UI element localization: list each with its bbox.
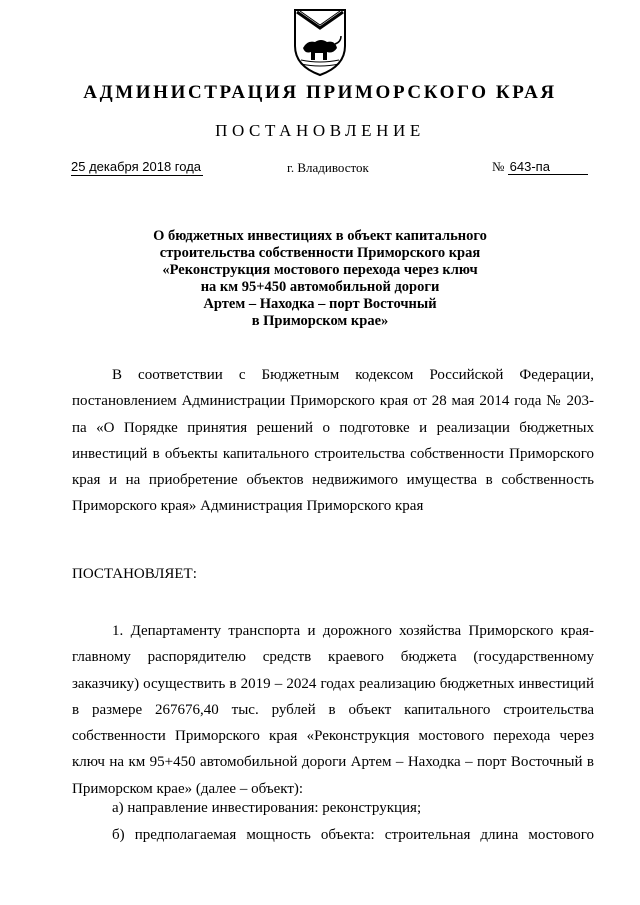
clause-1b-word: б) [112, 827, 125, 843]
document-number [492, 159, 588, 175]
clause-1b-word: мощность [246, 827, 311, 843]
clause-1b-word: объекта: [320, 827, 375, 843]
document-type-heading: ПОСТАНОВЛЕНИЕ [215, 121, 425, 140]
coat-of-arms-emblem [291, 6, 349, 78]
clause-1a: а) направление инвестирования: реконструкция; [112, 800, 422, 816]
organization-heading: АДМИНИСТРАЦИЯ ПРИМОРСКОГО КРАЯ [83, 82, 557, 103]
document-number-prefix: № [492, 159, 505, 174]
clause-1b-word: мостового [528, 827, 594, 843]
clause-1b-word: предполагаемая [134, 827, 237, 843]
clause-1b-word: длина [480, 827, 519, 843]
clause-1-paragraph: 1. Департаменту транспорта и дорожного хозяйства Приморского края-главному распорядителю средств краевого бюджета (государственному заказчику) осуществить в 2019 – 2024 годах реализацию бюджетных инвестиций в размере 267676,40 тыс. рублей в объект капитального строительства собственности Приморского края «Реконструкция мостового перехода через ключ на км 95+450 автомобильной дороги Артем – Находка – порт Восточный в Приморском крае» (далее – объект): [72, 623, 594, 797]
preamble-paragraph: В соответствии с Бюджетным кодексом Российской Федерации, постановлением Администрации Приморского края от 28 мая 2014 года № 203-па «О Порядке принятия решений о подготовке и реализации бюджетных инвестиций в объекты капитального строительства собственности Приморского края и на приобретение объектов недвижимого имущества в собственность Приморского края» Администрация Приморского края [72, 367, 594, 515]
document-city: г. Владивосток [287, 160, 369, 175]
title-line: О бюджетных инвестициях в объект капитального [153, 228, 487, 244]
resolves-heading: ПОСТАНОВЛЯЕТ: [72, 566, 197, 582]
clause-1b-word: строительная [384, 827, 471, 843]
title-line: в Приморском крае» [251, 313, 389, 329]
clause-1b [112, 827, 594, 844]
document-number-value: 643-па [508, 159, 588, 175]
title-line: строительства собственности Приморского края [159, 245, 481, 261]
title-line: на км 95+450 автомобильной дороги [200, 279, 440, 295]
document-date: 25 декабря 2018 года [71, 159, 202, 174]
document-title [120, 228, 520, 330]
title-line: «Реконструкция мостового перехода через ключ [162, 262, 478, 278]
title-line: Артем – Находка – порт Восточный [203, 296, 437, 312]
